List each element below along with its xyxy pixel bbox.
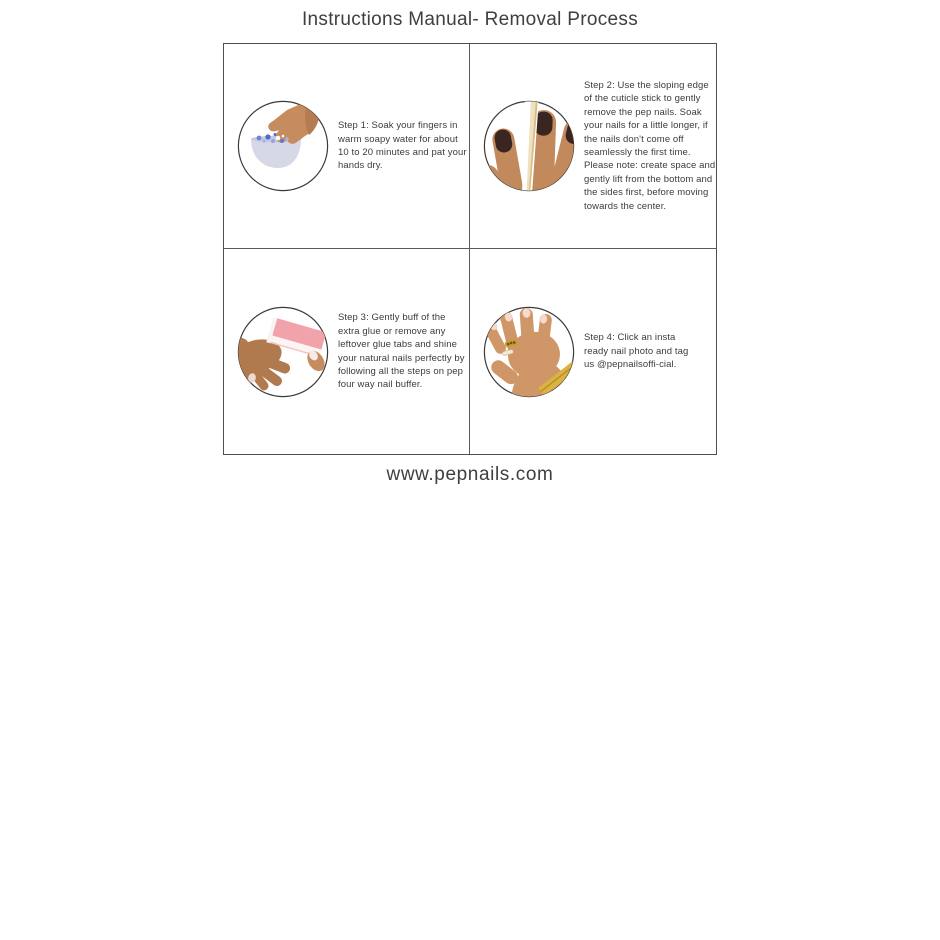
buffing-nails-with-pink-buffer-illustration [235, 304, 331, 400]
step-3-text: Step 3: Gently buff of the extra glue or remove any leftover glue tabs and shine your natural nails perfectly by following all the steps on pep four way nail buffer. [338, 312, 465, 391]
steps-grid [223, 43, 717, 455]
page-title: Instructions Manual- Removal Process [301, 9, 639, 30]
step-4-cell [470, 249, 716, 454]
hand-with-gold-rings-illustration [481, 304, 577, 400]
step-1-text: Step 1: Soak your fingers in warm soapy water for about 10 to 20 minutes and pat your hands dry. [338, 120, 467, 172]
step-4-text: Step 4: Click an insta ready nail photo and tag us @pepnailsoffi-cial. [584, 332, 689, 371]
hand-soaking-in-soapy-bowl-illustration [235, 98, 331, 194]
step-2-cell [470, 44, 716, 249]
step-2-text: Step 2: Use the sloping edge of the cuticle stick to gently remove the pep nails. Soak your nails for a little longer, if the nails don't come off seamlessly the first time. Please note: create space and gently lift from the bottom and the sides first, before moving towards the center. [584, 79, 716, 212]
step-1-cell [224, 44, 470, 249]
cuticle-stick-removing-nails-illustration [481, 98, 577, 194]
website-url: www.pepnails.com [386, 464, 554, 485]
step-3-cell [224, 249, 470, 454]
